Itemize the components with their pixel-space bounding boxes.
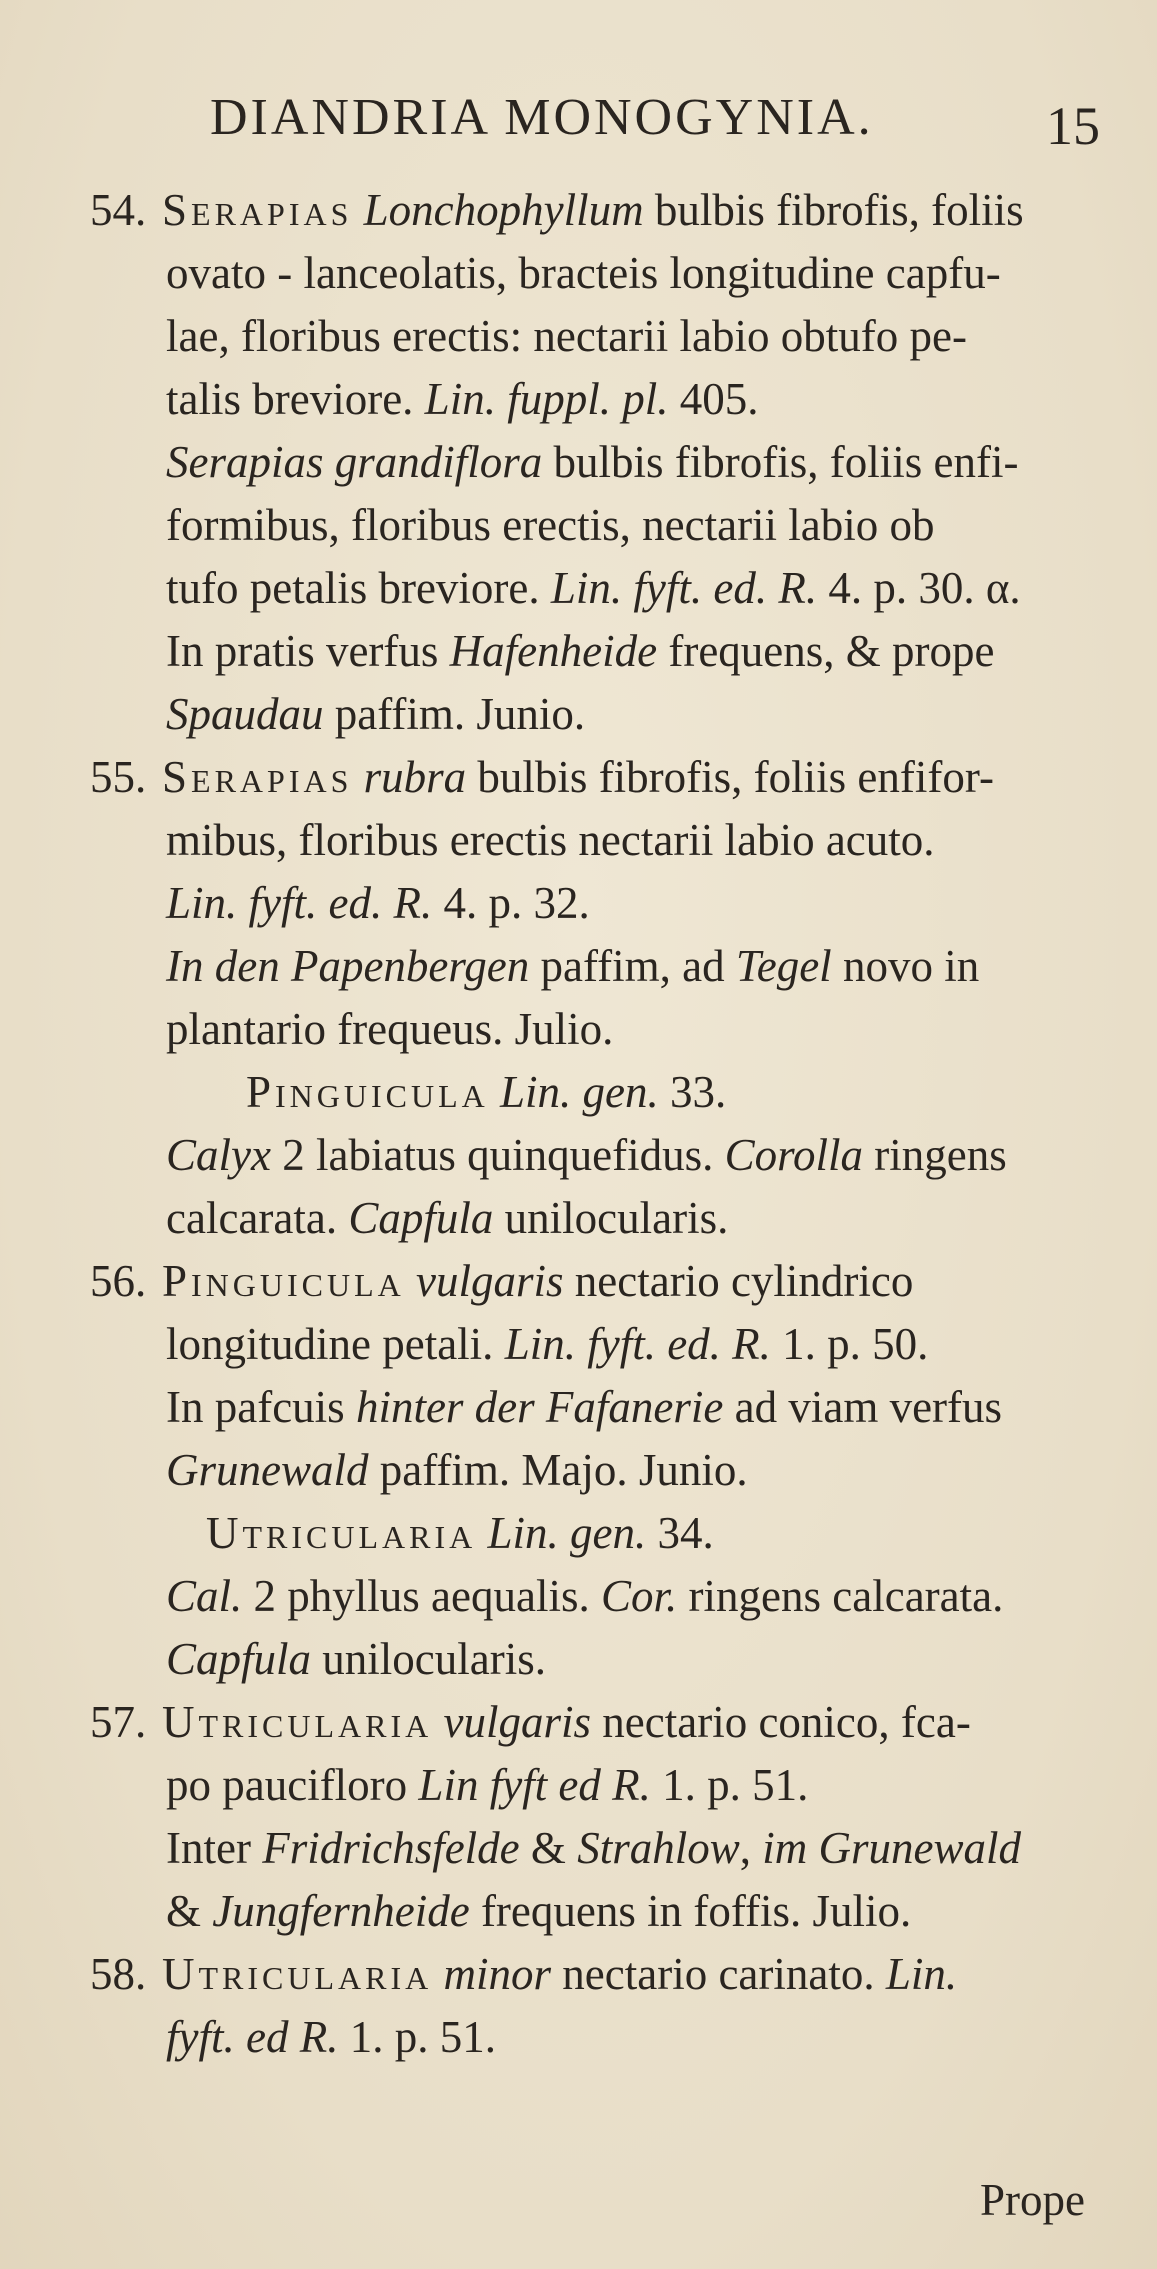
term: Capfula [348,1193,494,1243]
habitat-text: , [739,1823,763,1873]
genus-name: Serapias [162,185,353,235]
entry-number: 56. [90,1256,147,1306]
entry-54-line-1 [90,182,1024,238]
species-name: vulgaris [443,1697,592,1747]
entry-54-line-6: formibus, floribus erectis, nectarii labio ob [166,500,935,550]
entry-55-line-5: plantario frequeus. Julio. [166,1004,614,1054]
habitat-text: Inter [166,1823,263,1873]
entry-56-line-2 [166,1316,928,1372]
habitat-text: paffim, ad [529,941,736,991]
genus-name: Utricularia [206,1508,477,1558]
description-text: nectario carinato. [551,1949,886,1999]
reference-page: 1. p. 50. [770,1319,929,1369]
reference-page: 33. [658,1067,727,1117]
place-name: im Grunewald [762,1823,1021,1873]
reference-page: 405. [668,374,759,424]
genus-description-line-1 [166,1127,1007,1183]
term: Cor. [601,1571,678,1621]
genus-name: Utricularia [162,1697,433,1747]
entry-56-line-3 [166,1379,1002,1435]
entry-57-line-1 [90,1694,971,1750]
entry-54-line-4 [166,371,758,427]
description-text: tufo petalis breviore. [166,563,551,613]
term: Capfula [166,1634,312,1684]
catchword: Prope [980,2175,1085,2225]
description-text: bulbis fibrofis, foliis enfifor- [466,752,994,802]
reference-page: 4. p. 30. α. [817,563,1021,613]
habitat-text: paffim. Junio. [323,689,586,739]
entry-58-line-2 [166,2009,496,2065]
genus-name: Pinguicula [162,1256,405,1306]
habitat-text: In pafcuis [166,1382,356,1432]
reference-page: 1. p. 51. [338,2012,496,2062]
entry-54-line-3: lae, floribus erectis: nectarii labio obtufo pe- [166,311,967,361]
reference-page: 4. p. 32. [432,878,590,928]
habitat-text: In pratis verfus [166,626,450,676]
description-text: bulbis fibrofis, foliis [643,185,1024,235]
entry-54-line-2: ovato - lanceolatis, bracteis longitudine capfu- [166,248,1001,298]
reference: Lin fyft ed R. [418,1760,651,1810]
reference-page: 1. p. 51. [650,1760,809,1810]
description-text: talis breviore. [166,374,425,424]
description-text: po paucifloro [166,1760,419,1810]
description-text: bulbis fibrofis, foliis enfi- [542,437,1019,487]
habitat-text: frequens in foffis. Julio. [469,1886,912,1936]
species-name: rubra [363,752,467,802]
entry-57-line-2 [166,1757,808,1813]
place-name: Strahlow [577,1823,740,1873]
habitat-text: ad viam verfus [723,1382,1003,1432]
place-name: Tegel [735,941,832,991]
entry-number: 57. [90,1697,147,1747]
entry-58-line-1 [90,1946,957,2002]
description-text: unilocularis. [493,1193,729,1243]
place-name: Grunewald [166,1445,369,1495]
habitat-text: paffim. Majo. Junio. [368,1445,748,1495]
description-text: ringens calcarata. [677,1571,1004,1621]
place-name: Jungfernheide [212,1886,470,1936]
entry-55-line-1 [90,749,994,805]
entry-54-line-9 [166,686,585,742]
description-text: nectario conico, fca- [591,1697,971,1747]
term: Corolla [724,1130,864,1180]
species-name: vulgaris [416,1256,564,1306]
description-text: 2 phyllus aequalis. [242,1571,601,1621]
description-text: 2 labiatus quinquefidus. [270,1130,725,1180]
genus-description-line-1 [166,1568,1003,1624]
genus-description-line-2 [166,1190,728,1246]
term: Calyx [166,1130,271,1180]
habitat-text: & [519,1823,578,1873]
entry-57-line-3 [166,1820,1021,1876]
page-number: 15 [1046,96,1100,156]
genus-name: Utricularia [162,1949,433,1999]
habitat-text: & [166,1886,213,1936]
term: Cal. [166,1571,243,1621]
synonym-name: Serapias grandiflora [166,437,543,487]
reference: Lin. fyft. ed. R. [166,878,433,928]
entry-55-line-3 [166,875,590,931]
description-text: nectario cylindrico [563,1256,914,1306]
description-text: unilocularis. [311,1634,546,1684]
entry-54-line-7 [166,560,1021,616]
description-text: ringens [863,1130,1007,1180]
reference: fyft. ed R. [166,2012,339,2062]
entry-56-line-1 [90,1253,913,1309]
reference: Lin. gen. [487,1508,647,1558]
description-text: calcarata. [166,1193,349,1243]
entry-number: 54. [90,185,147,235]
reference: Lin. fyft. ed. R. [504,1319,771,1369]
genus-heading-pinguicula [246,1064,726,1120]
running-header: DIANDRIA MONOGYNIA. [210,89,874,146]
place-name: Spaudau [166,689,324,739]
reference: Lin. [885,1949,958,1999]
species-name: Lonchophyllum [363,185,644,235]
entry-56-line-4 [166,1442,748,1498]
entry-54-line-8 [166,623,994,679]
place-name: In den Papenbergen [166,941,530,991]
genus-heading-utricularia [206,1505,714,1561]
entry-55-line-2: mibus, floribus erectis nectarii labio acuto. [166,815,935,865]
reference: Lin. fuppl. pl. [424,374,669,424]
entry-number: 55. [90,752,147,802]
reference-page: 34. [646,1508,714,1558]
genus-name: Pinguicula [246,1067,489,1117]
species-name: minor [443,1949,552,1999]
entry-57-line-4 [166,1883,911,1939]
reference: Lin. fyft. ed. R. [550,563,818,613]
place-name: Fridrichsfelde [262,1823,520,1873]
entry-54-line-5 [166,434,1019,490]
reference: Lin. gen. [500,1067,659,1117]
genus-name: Serapias [162,752,353,802]
description-text: longitudine petali. [166,1319,505,1369]
place-name: Hafenheide [449,626,658,676]
habitat-text: novo in [831,941,980,991]
habitat-text: frequens, & prope [657,626,995,676]
entry-number: 58. [90,1949,147,1999]
place-name: hinter der Fafanerie [355,1382,724,1432]
entry-55-line-4 [166,938,979,994]
genus-description-line-2 [166,1631,546,1687]
